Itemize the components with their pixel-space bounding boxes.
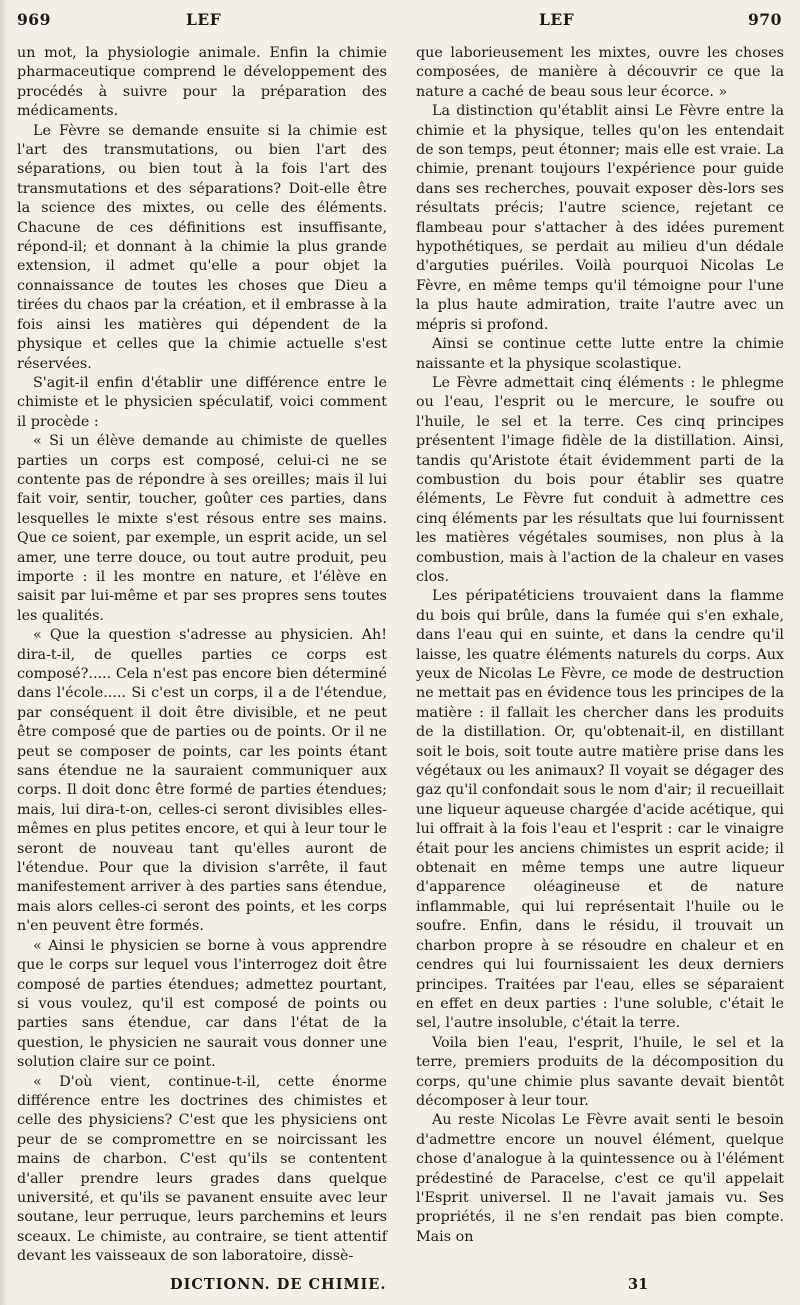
left-running-head: LEF	[186, 10, 222, 29]
binding-shadow	[0, 0, 8, 1305]
paragraph: « Ainsi le physicien se borne à vous apprendre que le corps sur lequel vous l'interrogez doit être composé de parties étendues; admettez pourtant, si vous voulez, qu'il est composé de points ou parties sans étendue, car dans l'état de la question, le physicien ne saurait vous donner une solution claire sur ce point.	[17, 937, 387, 1071]
signature-mark: 31	[628, 1276, 649, 1293]
paragraph: La distinction qu'établit ainsi Le Fèvre entre la chimie et la physique, telles qu'on les entendait de son temps, peut étonner; mais elle est vraie. La chimie, prenant toujours l'expérience pour guide dans ses recherches, pouvait exposer dès-lors ses résultats précis; l'autre science, rejetant ce flambeau pour s'attacher à des idées purement hypothétiques, se perdait au milieu d'un dédale d'arguties puériles. Voilà pourquoi Nicolas Le Fèvre, en même temps qu'il témoigne pour l'une la plus haute admiration, traite l'autre avec un mépris si profond.	[416, 103, 784, 333]
footer-title: DICTIONN. DE CHIMIE.	[170, 1276, 387, 1293]
paragraph: Le Fèvre admettait cinq éléments : le phlegme ou l'eau, l'esprit ou le mercure, le soufre ou l'huile, le sel et la terre. Ces cinq principes présentent l'image fidèle de la distillation. Ainsi, tandis qu'Aristote était évidemment parti de la combustion du bois pour établir ses quatre éléments, Le Fèvre fut conduit à admettre ces cinq éléments par les résultats que lui fournissent les matières végétales soumises, non plus à la combustion, mais à l'action de la chaleur en vases clos.	[416, 374, 784, 585]
right-running-head: LEF	[539, 10, 575, 29]
paragraph: un mot, la physiologie animale. Enfin la chimie pharmaceutique comprend le développement des procédés à suivre pour la préparation des médicaments.	[17, 45, 387, 120]
paragraph: Les péripatéticiens trouvaient dans la flamme du bois qui brûle, dans la fumée qui s'en exhale, dans l'eau qui en suinte, et dans la cendre qu'il laisse, les quatre éléments naturels du corps. Aux yeux de Nicolas Le Fèvre, ce mode de destruction ne mettait pas en évidence tous les principes de la matière : il fallait les chercher dans les produits de la distillation. Or, qu'obtenait-il, en distillant soit le bois, soit toute autre matière prise dans les végétaux ou les animaux? Il voyait se dégager des gaz qu'il confondait sous le nom d'air; il recueillait une liqueur aqueuse chargée d'acide acétique, qui lui offrait à la fois l'eau et l'esprit : car le vinaigre était pour les anciens chimistes un esprit acide; il obtenait en même temps une autre liqueur d'apparence oléagineuse et de nature inflammable, qui lui représentait l'huile ou le soufre. Enfin, dans le résidu, il trouvait un charbon propre à se résoudre en chaleur et en cendres qui lui fournissaient les deux derniers principes. Traitées par l'eau, elles se séparaient en effet en deux parties : l'une soluble, c'était le sel, l'autre insoluble, c'était la terre.	[416, 588, 784, 1032]
paragraph: « D'où vient, continue-t-il, cette énorme différence entre les doctrines des chimistes et celle des physiciens? C'est que les physiciens ont peur de se compromettre en se noircissant les mains de charbon. C'est qu'ils se contentent d'aller prendre leurs grades dans quelque université, et qu'ils se pavanent ensuite avec leur soutane, leur perruque, leurs parchemins et leurs sceaux. Le chimiste, au contraire, se tient attentif devant les vaisseaux de son laboratoire, dissè-	[17, 1073, 387, 1265]
paragraph: Le Fèvre se demande ensuite si la chimie est l'art des transmutations, ou bien l'art des séparations, ou bien tout à la fois l'art des transmutations et des séparations? Doit-elle être la science des mixtes, ou celle des éléments. Chacune de ces définitions est insuffisante, répond-il; et donnant à la chimie la plus grande extension, il admet qu'elle a pour objet la connaissance de toutes les choses que Dieu a tirées du chaos par la création, et il embrasse à la fois ainsi les matières qui dépendent de la physique et celles que la chimie actuelle s'est réservées.	[17, 122, 387, 372]
running-header	[0, 10, 800, 36]
paragraph: « Si un élève demande au chimiste de quelles parties un corps est composé, celui-ci ne se contente pas de répondre à ses oreilles; mais il lui fait voir, sentir, toucher, goûter ces parties, dans lesquelles le mixte s'est résous entre ses mains. Que ce soient, par exemple, un esprit acide, un sel amer, une terre douce, ou tout autre produit, peu importe : il les montre en nature, et l'élève en saisit par lui-même et par ses propres sens toutes les qualités.	[17, 433, 387, 624]
paragraph: que laborieusement les mixtes, ouvre les choses composées, de manière à découvrir ce que la nature a caché de beau sous leur écorce. »	[416, 45, 784, 100]
paragraph: Au reste Nicolas Le Fèvre avait senti le besoin d'admettre encore un nouvel élément, quelque chose d'analogue à la quintessence ou à l'élément prédestiné de Paracelse, c'est ce qu'il appelait l'Esprit universel. Il ne l'avait jamais vu. Ses propriétés, il ne s'en rendait pas bien compte. Mais on	[416, 1112, 784, 1245]
paragraph: « Que la question s'adresse au physicien. Ah! dira-t-il, de quelles parties ce corps est composé?..... Cela n'est pas encore bien déterminé dans l'école..... Si c'est un corps, il a de l'étendue, par conséquent il doit être divisible, et ne peut être composé que de parties ou de points. Or il ne peut se composer de points, car les points étant sans étendue ne la sauraient communiquer aux corps. Il doit donc être formé de parties étendues; mais, lui dira-t-on, celles-ci seront divisibles elles-mêmes en plus petites encore, et qui à leur tour le seront de nouveau tant qu'elles auront de l'étendue. Pour que la division s'arrête, il faut manifestement arriver à des parties sans étendue, mais alors celles-ci seront des points, et les corps n'en peuvent être formés.	[17, 627, 387, 935]
right-column	[416, 44, 784, 1247]
left-column	[17, 44, 387, 1267]
left-page-number: 969	[17, 10, 51, 29]
paragraph: Voila bien l'eau, l'esprit, l'huile, le sel et la terre, premiers produits de la décomposition du corps, qu'une chimie plus savante devait bientôt décomposer à leur tour.	[416, 1034, 784, 1109]
paragraph: S'agit-il enfin d'établir une différence entre le chimiste et le physicien spéculatif, voici comment il procède :	[17, 374, 387, 430]
right-page-number: 970	[748, 10, 782, 29]
paragraph: Ainsi se continue cette lutte entre la chimie naissante et la physique scolastique.	[416, 336, 784, 372]
